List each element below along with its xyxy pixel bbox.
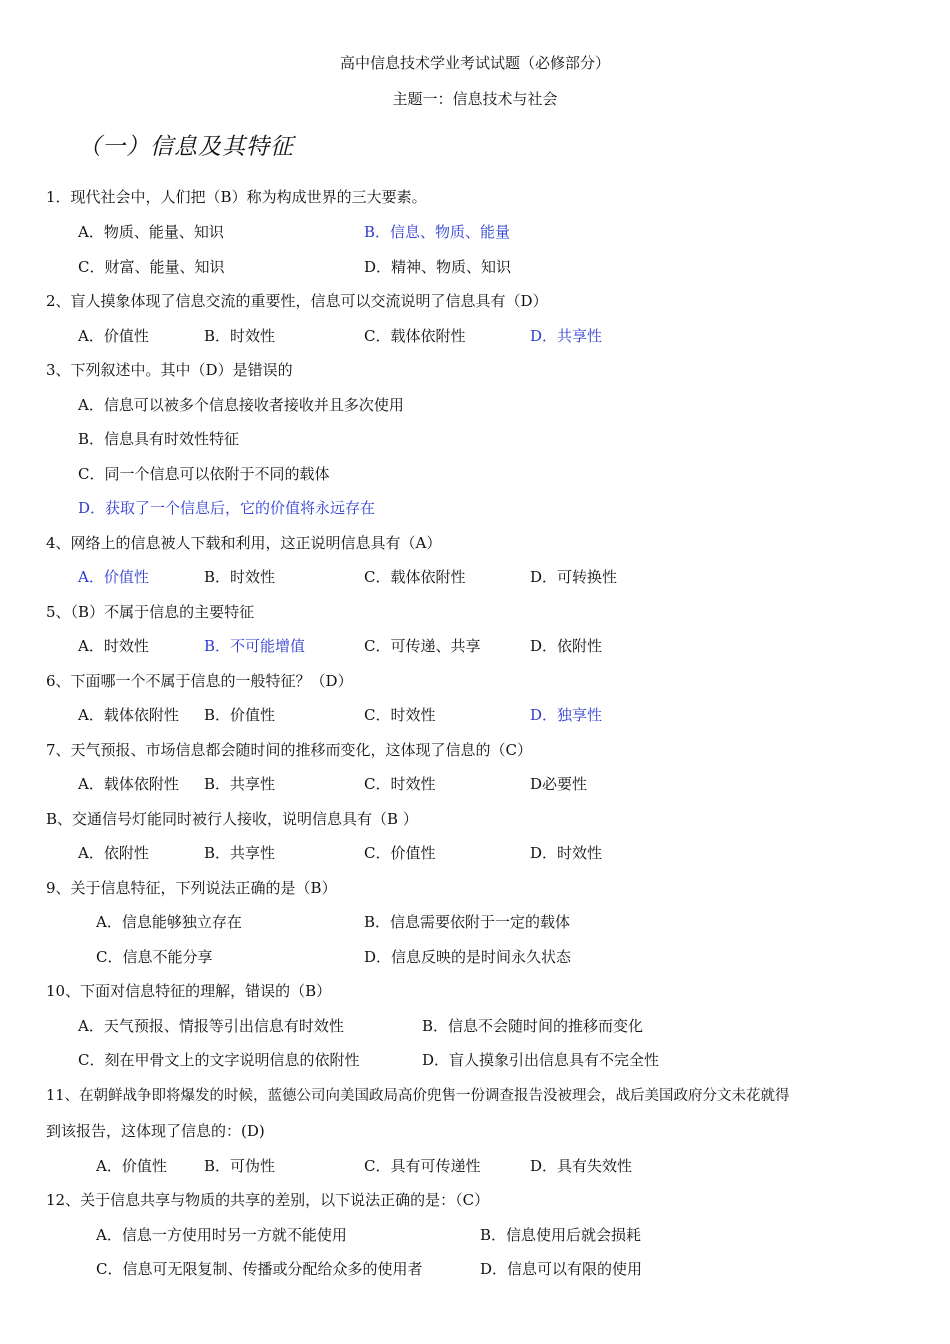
option-row bbox=[0, 1258, 950, 1282]
option-row bbox=[0, 1224, 950, 1248]
question-text: 1．现代社会中，人们把（B）称为构成世界的三大要素。 bbox=[46, 188, 427, 206]
option: C．刻在甲骨文上的文字说明信息的依附性 bbox=[78, 1051, 360, 1069]
option: D．依附性 bbox=[530, 637, 603, 655]
option-row bbox=[0, 394, 950, 418]
option: C．载体依附性 bbox=[364, 568, 466, 586]
option-row bbox=[0, 566, 950, 590]
question-text: 2、盲人摸象体现了信息交流的重要性，信息可以交流说明了信息具有（D） bbox=[46, 292, 548, 310]
option-row bbox=[0, 911, 950, 935]
question-text: 11、在朝鲜战争即将爆发的时候，蓝德公司向美国政局高价兜售一份调查报告没被理会，战后美国政府分文未花就得 bbox=[46, 1088, 790, 1104]
option-row bbox=[0, 635, 950, 659]
option-row bbox=[0, 1155, 950, 1179]
question-text: 3、下列叙述中。其中（D）是错误的 bbox=[46, 361, 293, 379]
option: C．载体依附性 bbox=[364, 327, 466, 345]
question-text: 7、天气预报、市场信息都会随时间的推移而变化，这体现了信息的（C） bbox=[46, 741, 533, 759]
option: C．时效性 bbox=[364, 706, 436, 724]
question-stem bbox=[0, 739, 950, 763]
question-stem bbox=[0, 532, 950, 556]
option: D．盲人摸象引出信息具有不完全性 bbox=[422, 1051, 660, 1069]
option-correct: B．信息、物质、能量 bbox=[364, 223, 511, 241]
option-correct: D．独享性 bbox=[530, 706, 603, 724]
option: A．价值性 bbox=[78, 327, 149, 345]
question-stem-continued bbox=[0, 1120, 950, 1144]
option: C．价值性 bbox=[364, 844, 436, 862]
option: B．信息使用后就会损耗 bbox=[480, 1226, 642, 1244]
option: A．信息能够独立存在 bbox=[96, 913, 242, 931]
option: A．依附性 bbox=[78, 844, 149, 862]
option-correct: D．获取了一个信息后，它的价值将永远存在 bbox=[78, 499, 376, 517]
option: B．时效性 bbox=[204, 327, 276, 345]
option: D．信息可以有限的使用 bbox=[480, 1260, 643, 1278]
option: D．具有失效性 bbox=[530, 1157, 633, 1175]
question-text: 4、网络上的信息被人下载和利用，这正说明信息具有（A） bbox=[46, 534, 442, 552]
option: B．时效性 bbox=[204, 568, 276, 586]
option: D．可转换性 bbox=[530, 568, 618, 586]
option: A．天气预报、情报等引出信息有时效性 bbox=[78, 1017, 344, 1035]
option: B．信息需要依附于一定的载体 bbox=[364, 913, 571, 931]
page-title: 高中信息技术学业考试试题（必修部分） bbox=[339, 54, 610, 72]
question-text: 到该报告，这体现了信息的：(D) bbox=[46, 1122, 265, 1140]
question-stem bbox=[0, 359, 950, 383]
option: C．信息不能分享 bbox=[96, 948, 213, 966]
option: A．载体依附性 bbox=[78, 775, 179, 793]
option-row bbox=[0, 1049, 950, 1073]
question-stem bbox=[0, 808, 950, 832]
option-row bbox=[0, 773, 950, 797]
option: A．物质、能量、知识 bbox=[78, 223, 224, 241]
page-subtitle: 主题一：信息技术与社会 bbox=[392, 90, 558, 108]
option-row bbox=[0, 221, 950, 245]
option-row bbox=[0, 428, 950, 452]
question-stem bbox=[0, 877, 950, 901]
question-stem bbox=[0, 980, 950, 1004]
option-correct: B．不可能增值 bbox=[204, 637, 306, 655]
option: A．时效性 bbox=[78, 637, 149, 655]
option: C．信息可无限复制、传播或分配给众多的使用者 bbox=[96, 1260, 423, 1278]
option: A．载体依附性 bbox=[78, 706, 179, 724]
option: C．可传递、共享 bbox=[364, 637, 481, 655]
option: A．信息可以被多个信息接收者接收并且多次使用 bbox=[78, 396, 404, 414]
question-text: B、交通信号灯能同时被行人接收，说明信息具有（B ） bbox=[46, 810, 418, 828]
question-text: 12、关于信息共享与物质的共享的差别，以下说法正确的是：（C） bbox=[46, 1191, 490, 1209]
section-heading: （一）信息及其特征 bbox=[78, 134, 294, 160]
question-stem bbox=[0, 670, 950, 694]
option-row bbox=[0, 842, 950, 866]
option: D必要性 bbox=[530, 775, 588, 793]
option-correct: D．共享性 bbox=[530, 327, 603, 345]
option: C．同一个信息可以依附于不同的载体 bbox=[78, 465, 330, 483]
question-text: 10、下面对信息特征的理解，错误的（B） bbox=[46, 982, 332, 1000]
option: D．时效性 bbox=[530, 844, 603, 862]
option: B．共享性 bbox=[204, 775, 276, 793]
option: B．信息不会随时间的推移而变化 bbox=[422, 1017, 644, 1035]
option-row bbox=[0, 325, 950, 349]
option: B．共享性 bbox=[204, 844, 276, 862]
option: B．可伪性 bbox=[204, 1157, 276, 1175]
question-text: 5、（B）不属于信息的主要特征 bbox=[46, 603, 255, 621]
question-text: 9、关于信息特征，下列说法正确的是（B） bbox=[46, 879, 337, 897]
question-stem bbox=[0, 186, 950, 210]
question-stem bbox=[0, 1084, 950, 1108]
question-stem bbox=[0, 1189, 950, 1213]
option-row bbox=[0, 256, 950, 280]
question-stem bbox=[0, 601, 950, 625]
option: C．时效性 bbox=[364, 775, 436, 793]
question-text: 6、下面哪一个不属于信息的一般特征？（D） bbox=[46, 672, 353, 690]
question-stem bbox=[0, 290, 950, 314]
option-row bbox=[0, 1015, 950, 1039]
option: C．财富、能量、知识 bbox=[78, 258, 225, 276]
option: D．精神、物质、知识 bbox=[364, 258, 512, 276]
option: B．信息具有时效性特征 bbox=[78, 430, 240, 448]
option-row bbox=[0, 463, 950, 487]
option-correct: A．价值性 bbox=[78, 568, 149, 586]
option: B．价值性 bbox=[204, 706, 276, 724]
option: D．信息反映的是时间永久状态 bbox=[364, 948, 572, 966]
option-row bbox=[0, 704, 950, 728]
option: C．具有可传递性 bbox=[364, 1157, 481, 1175]
option-row bbox=[0, 946, 950, 970]
option: A．信息一方使用时另一方就不能使用 bbox=[96, 1226, 347, 1244]
option-row bbox=[0, 497, 950, 521]
option: A．价值性 bbox=[96, 1157, 167, 1175]
